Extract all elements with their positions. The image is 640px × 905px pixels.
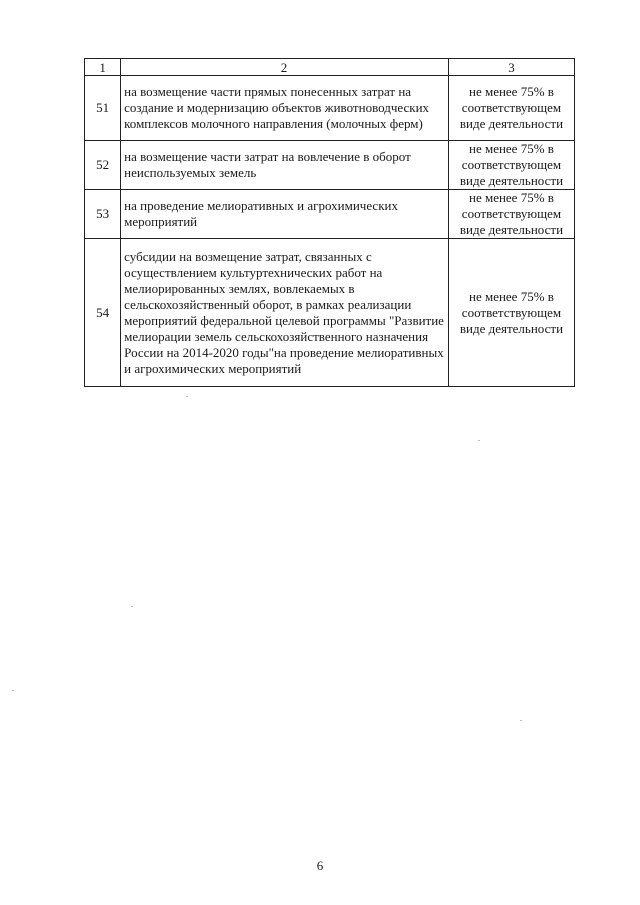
row-requirement-text: не менее 75% в соответствующем виде деятельности (459, 84, 564, 131)
table-row (85, 239, 575, 387)
scan-speck (131, 606, 133, 607)
row-number: 53 (85, 190, 121, 239)
row-description (121, 76, 449, 141)
row-number: 54 (85, 239, 121, 387)
header-col-3: 3 (448, 59, 574, 76)
row-description (121, 239, 449, 387)
row-description-text: на проведение мелиоративных и агрохимических мероприятий (124, 198, 398, 229)
row-requirement (448, 239, 574, 387)
row-requirement (448, 141, 574, 190)
row-description-text: на возмещение части затрат на вовлечение в оборот неиспользуемых земель (124, 149, 411, 180)
row-number: 51 (85, 76, 121, 141)
page-number: 6 (316, 858, 324, 873)
header-col-2: 2 (121, 59, 449, 76)
table-row (85, 141, 575, 190)
row-requirement (448, 190, 574, 239)
scan-speck (520, 720, 522, 721)
row-requirement-text: не менее 75% в соответствующем виде деятельности (459, 288, 564, 336)
scan-speck (186, 396, 188, 397)
header-col-1: 1 (85, 59, 121, 76)
subsidy-table (84, 58, 575, 387)
row-number: 52 (85, 141, 121, 190)
row-description-text: на возмещение части прямых понесенных затрат на создание и модернизацию объектов животноводческих комплексов молочного направления (молочных ферм) (124, 84, 430, 131)
table-row (85, 76, 575, 141)
row-requirement-text: не менее 75% в соответствующем виде деятельности (459, 141, 564, 188)
table-header-row (85, 59, 575, 76)
table-row (85, 190, 575, 239)
row-description-text: субсидии на возмещение затрат, связанных с осуществлением культуртехнических работ на мелиорированных землях, вовлекаемых в сельскохозяйственный оборот, в рамках реализации мероприятий федеральной целевой программы "Развитие мелиорации земель сельскохозяйственного назначения России на 2014-2020 годы"на проведение мелиоративных и агрохимических мероприятий (124, 248, 444, 376)
scan-speck (12, 690, 14, 691)
row-description (121, 141, 449, 190)
scan-speck (478, 440, 480, 441)
row-requirement (448, 76, 574, 141)
row-requirement-text: не менее 75% в соответствующем виде деятельности (459, 190, 564, 237)
row-description (121, 190, 449, 239)
